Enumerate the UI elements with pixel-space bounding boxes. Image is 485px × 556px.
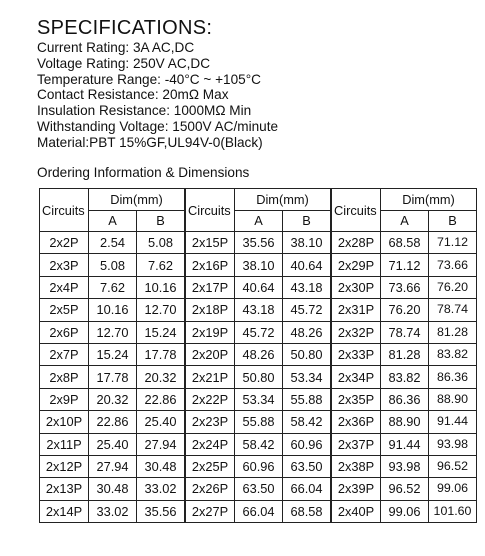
circuits-cell: 2x14P: [40, 500, 89, 522]
dim-b-cell: 5.08: [137, 232, 185, 254]
circuits-cell: 2x6P: [40, 321, 89, 343]
dim-a-cell: 40.64: [235, 276, 283, 298]
table-row: [332, 433, 477, 455]
table-row: [332, 455, 477, 477]
spec-voltage-rating: Voltage Rating: 250V AC,DC: [37, 55, 211, 71]
circuits-cell: 2x34P: [332, 366, 381, 388]
table-row: [40, 500, 185, 522]
dim-a-cell: 93.98: [381, 455, 429, 477]
b-header: B: [283, 211, 331, 232]
spec-temperature-range: Temperature Range: -40°C ~ +105°C: [37, 71, 261, 87]
circuits-cell: 2x19P: [186, 321, 235, 343]
dim-b-cell: 93.98: [429, 433, 477, 455]
circuits-cell: 2x39P: [332, 478, 381, 500]
table-row: [332, 388, 477, 410]
dim-a-cell: 10.16: [89, 299, 137, 321]
table-row: [40, 276, 185, 298]
table-row: [332, 321, 477, 343]
table-row: [186, 411, 331, 433]
circuits-cell: 2x31P: [332, 299, 381, 321]
circuits-cell: 2x10P: [40, 411, 89, 433]
dim-a-cell: 25.40: [89, 433, 137, 455]
circuits-cell: 2x37P: [332, 433, 381, 455]
dim-a-cell: 83.82: [381, 366, 429, 388]
b-header: B: [429, 211, 477, 232]
dim-a-cell: 5.08: [89, 254, 137, 276]
dim-b-cell: 40.64: [283, 254, 331, 276]
table-row: [40, 254, 185, 276]
table-row: [186, 455, 331, 477]
table-row: [40, 478, 185, 500]
table-row: [40, 411, 185, 433]
dim-a-cell: 73.66: [381, 276, 429, 298]
table-row: [186, 254, 331, 276]
dim-b-cell: 30.48: [137, 455, 185, 477]
table-row: [186, 299, 331, 321]
dim-b-cell: 25.40: [137, 411, 185, 433]
table-row: [40, 343, 185, 365]
dim-b-cell: 27.94: [137, 433, 185, 455]
table-row: [186, 232, 331, 254]
dim-b-cell: 33.02: [137, 478, 185, 500]
circuits-header: Circuits: [186, 189, 235, 232]
circuits-cell: 2x25P: [186, 455, 235, 477]
circuits-cell: 2x5P: [40, 299, 89, 321]
dim-b-cell: 22.86: [137, 388, 185, 410]
dim-a-cell: 17.78: [89, 366, 137, 388]
dimension-table-1: [39, 188, 185, 523]
dim-a-cell: 81.28: [381, 343, 429, 365]
circuits-cell: 2x7P: [40, 343, 89, 365]
dim-b-cell: 88.90: [429, 388, 477, 410]
circuits-cell: 2x15P: [186, 232, 235, 254]
dim-b-cell: 63.50: [283, 455, 331, 477]
circuits-cell: 2x18P: [186, 299, 235, 321]
dim-a-cell: 12.70: [89, 321, 137, 343]
circuits-cell: 2x36P: [332, 411, 381, 433]
dim-b-cell: 81.28: [429, 321, 477, 343]
circuits-cell: 2x20P: [186, 343, 235, 365]
circuits-cell: 2x13P: [40, 478, 89, 500]
dim-b-cell: 68.58: [283, 500, 331, 522]
dim-a-cell: 20.32: [89, 388, 137, 410]
dim-a-cell: 91.44: [381, 433, 429, 455]
specifications-list: [37, 40, 278, 151]
circuits-cell: 2x16P: [186, 254, 235, 276]
table-row: [186, 366, 331, 388]
circuits-cell: 2x38P: [332, 455, 381, 477]
dim-a-cell: 15.24: [89, 343, 137, 365]
circuits-header: Circuits: [332, 189, 381, 232]
dim-b-cell: 48.26: [283, 321, 331, 343]
table-row: [332, 254, 477, 276]
table-row: [40, 388, 185, 410]
circuits-cell: 2x2P: [40, 232, 89, 254]
table-row: [40, 433, 185, 455]
dim-b-cell: 99.06: [429, 478, 477, 500]
dim-a-cell: 22.86: [89, 411, 137, 433]
table-row: [40, 455, 185, 477]
dim-a-cell: 58.42: [235, 433, 283, 455]
a-header: A: [89, 211, 137, 232]
a-header: A: [235, 211, 283, 232]
table-row: [332, 366, 477, 388]
circuits-cell: 2x24P: [186, 433, 235, 455]
table-row: [186, 478, 331, 500]
dim-a-cell: 33.02: [89, 500, 137, 522]
dim-a-cell: 53.34: [235, 388, 283, 410]
dim-a-cell: 68.58: [381, 232, 429, 254]
dim-a-cell: 48.26: [235, 343, 283, 365]
dim-a-cell: 78.74: [381, 321, 429, 343]
table-row: [332, 411, 477, 433]
spec-withstanding-voltage: Withstanding Voltage: 1500V AC/minute: [37, 118, 279, 134]
table-row: [186, 343, 331, 365]
dim-a-cell: 88.90: [381, 411, 429, 433]
dim-b-cell: 73.66: [429, 254, 477, 276]
dim-b-cell: 10.16: [137, 276, 185, 298]
circuits-cell: 2x17P: [186, 276, 235, 298]
dim-a-cell: 38.10: [235, 254, 283, 276]
dim-a-cell: 66.04: [235, 500, 283, 522]
table-row: [186, 388, 331, 410]
table-row: [332, 343, 477, 365]
table-row: [186, 433, 331, 455]
dim-a-cell: 35.56: [235, 232, 283, 254]
table-row: [40, 366, 185, 388]
table-row: [332, 500, 477, 522]
dim-b-cell: 43.18: [283, 276, 331, 298]
dim-b-cell: 45.72: [283, 299, 331, 321]
circuits-cell: 2x33P: [332, 343, 381, 365]
dim-b-cell: 101.60: [429, 500, 477, 522]
dim-b-cell: 17.78: [137, 343, 185, 365]
a-header: A: [381, 211, 429, 232]
dim-b-cell: 35.56: [137, 500, 185, 522]
dim-header: Dim(mm): [235, 189, 331, 211]
circuits-cell: 2x32P: [332, 321, 381, 343]
dim-a-cell: 55.88: [235, 411, 283, 433]
dim-a-cell: 71.12: [381, 254, 429, 276]
dim-b-cell: 76.20: [429, 276, 477, 298]
table-row: [332, 299, 477, 321]
dim-a-cell: 60.96: [235, 455, 283, 477]
dim-a-cell: 86.36: [381, 388, 429, 410]
circuits-cell: 2x26P: [186, 478, 235, 500]
dim-a-cell: 30.48: [89, 478, 137, 500]
circuits-cell: 2x8P: [40, 366, 89, 388]
dimension-table-3: [331, 188, 477, 523]
dim-b-cell: 7.62: [137, 254, 185, 276]
circuits-cell: 2x23P: [186, 411, 235, 433]
dim-header: Dim(mm): [381, 189, 477, 211]
dim-b-cell: 96.52: [429, 455, 477, 477]
table-row: [186, 276, 331, 298]
circuits-cell: 2x21P: [186, 366, 235, 388]
dim-b-cell: 58.42: [283, 411, 331, 433]
dim-a-cell: 43.18: [235, 299, 283, 321]
dim-a-cell: 50.80: [235, 366, 283, 388]
dim-b-cell: 60.96: [283, 433, 331, 455]
dim-a-cell: 76.20: [381, 299, 429, 321]
table-row: [186, 321, 331, 343]
table-row: [40, 321, 185, 343]
circuits-cell: 2x4P: [40, 276, 89, 298]
dim-b-cell: 55.88: [283, 388, 331, 410]
dim-a-cell: 7.62: [89, 276, 137, 298]
table-row: [332, 232, 477, 254]
dim-b-cell: 38.10: [283, 232, 331, 254]
table-row: [40, 299, 185, 321]
dim-b-cell: 91.44: [429, 411, 477, 433]
dim-a-cell: 27.94: [89, 455, 137, 477]
dim-b-cell: 66.04: [283, 478, 331, 500]
circuits-cell: 2x30P: [332, 276, 381, 298]
spec-contact-resistance: Contact Resistance: 20mΩ Max: [37, 87, 229, 103]
circuits-cell: 2x27P: [186, 500, 235, 522]
circuits-cell: 2x22P: [186, 388, 235, 410]
dim-b-cell: 86.36: [429, 366, 477, 388]
page-title: SPECIFICATIONS:: [37, 17, 213, 39]
dim-a-cell: 2.54: [89, 232, 137, 254]
table-row: [40, 232, 185, 254]
table-row: [332, 276, 477, 298]
spec-material: Material:PBT 15%GF,UL94V-0(Black): [37, 134, 263, 150]
dim-b-cell: 50.80: [283, 343, 331, 365]
circuits-cell: 2x12P: [40, 455, 89, 477]
circuits-header: Circuits: [40, 189, 89, 232]
dim-a-cell: 99.06: [381, 500, 429, 522]
b-header: B: [137, 211, 185, 232]
dim-b-cell: 15.24: [137, 321, 185, 343]
dim-header: Dim(mm): [89, 189, 185, 211]
ordering-heading: Ordering Information & Dimensions: [37, 165, 250, 180]
circuits-cell: 2x11P: [40, 433, 89, 455]
dim-b-cell: 83.82: [429, 343, 477, 365]
dim-b-cell: 78.74: [429, 299, 477, 321]
dim-a-cell: 63.50: [235, 478, 283, 500]
dim-b-cell: 53.34: [283, 366, 331, 388]
dim-a-cell: 96.52: [381, 478, 429, 500]
circuits-cell: 2x35P: [332, 388, 381, 410]
dimension-table-2: [185, 188, 331, 523]
circuits-cell: 2x9P: [40, 388, 89, 410]
dim-b-cell: 12.70: [137, 299, 185, 321]
circuits-cell: 2x3P: [40, 254, 89, 276]
dim-a-cell: 45.72: [235, 321, 283, 343]
dim-b-cell: 20.32: [137, 366, 185, 388]
spec-current-rating: Current Rating: 3A AC,DC: [37, 40, 195, 55]
circuits-cell: 2x40P: [332, 500, 381, 522]
circuits-cell: 2x28P: [332, 232, 381, 254]
circuits-cell: 2x29P: [332, 254, 381, 276]
table-row: [186, 500, 331, 522]
table-row: [332, 478, 477, 500]
spec-insulation-resistance: Insulation Resistance: 1000MΩ Min: [37, 103, 252, 119]
dim-b-cell: 71.12: [429, 232, 477, 254]
